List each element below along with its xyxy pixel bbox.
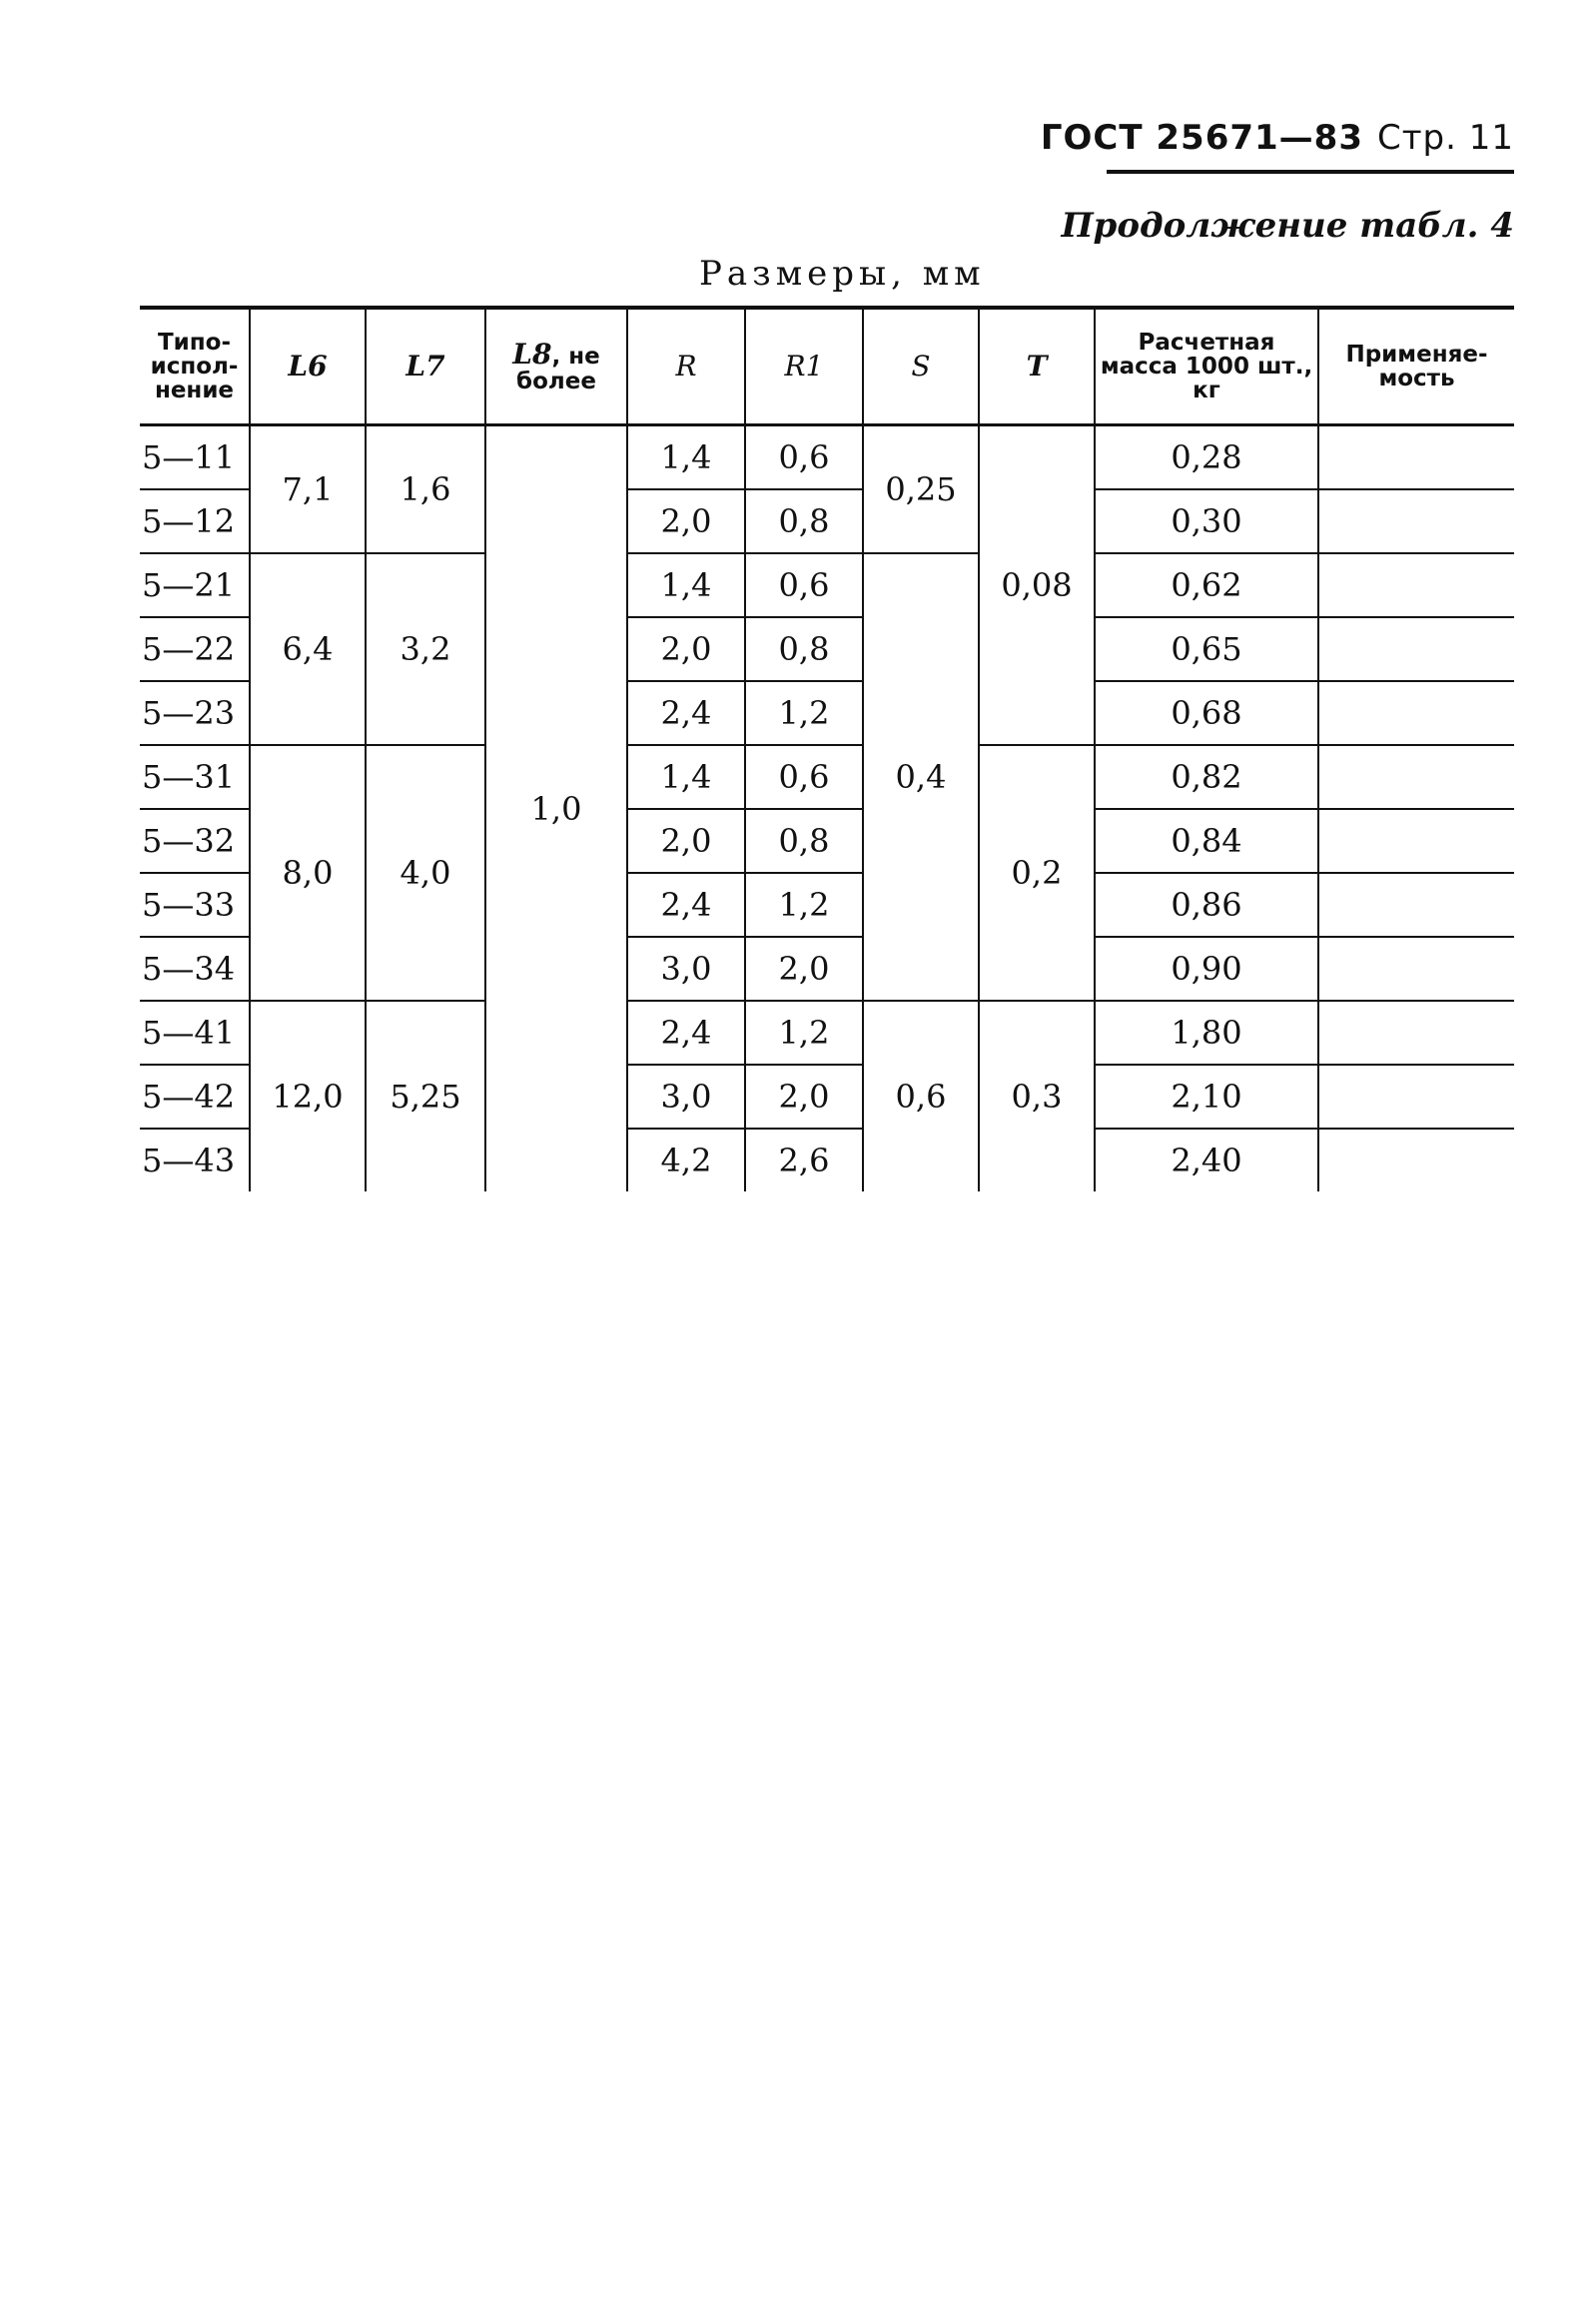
r1-value: 0,6 [745,425,863,490]
units-caption: Размеры, мм [699,254,986,294]
mass-value: 0,84 [1095,809,1318,873]
use-value [1318,1129,1514,1191]
r-value: 4,2 [627,1129,745,1191]
r-value: 2,0 [627,617,745,681]
l7-value: 4,0 [366,745,485,1001]
col-header-l6: L6 [250,308,366,425]
table-row [140,745,1514,809]
col-header-mass: Расчетная масса 1000 шт., кг [1095,308,1318,425]
col-header-r: R [627,308,745,425]
use-value [1318,809,1514,873]
page-header [1041,118,1514,158]
r-value: 2,0 [627,809,745,873]
table-row [140,553,1514,617]
col-header-r1: R1 [745,308,863,425]
col-header-t: T [979,308,1095,425]
r1-value: 1,2 [745,1001,863,1065]
page-number: Стр. 11 [1376,118,1514,158]
type-code: 5—32 [140,809,250,873]
t-value: 0,3 [979,1001,1095,1191]
r-value: 2,4 [627,681,745,745]
r1-value: 1,2 [745,873,863,937]
l7-value: 5,25 [366,1001,485,1191]
use-value [1318,745,1514,809]
t-value: 0,2 [979,745,1095,1001]
mass-value: 0,62 [1095,553,1318,617]
mass-value: 2,40 [1095,1129,1318,1191]
r-value: 2,0 [627,489,745,553]
s-value: 0,25 [863,425,979,554]
type-code: 5—41 [140,1001,250,1065]
mass-value: 0,30 [1095,489,1318,553]
l6-value: 6,4 [250,553,366,745]
r-value: 2,4 [627,873,745,937]
r1-value: 2,0 [745,1065,863,1129]
mass-value: 1,80 [1095,1001,1318,1065]
type-code: 5—34 [140,937,250,1001]
r-value: 1,4 [627,745,745,809]
r1-value: 0,8 [745,617,863,681]
type-code: 5—33 [140,873,250,937]
col-header-s: S [863,308,979,425]
use-value [1318,425,1514,490]
col-header-type: Типо- испол- нение [140,308,250,425]
l6-value: 8,0 [250,745,366,1001]
l8-value: 1,0 [485,425,627,1192]
col-header-use: Применяе- мость [1318,308,1514,425]
r-value: 3,0 [627,937,745,1001]
type-code: 5—11 [140,425,250,490]
mass-value: 0,68 [1095,681,1318,745]
mass-value: 0,28 [1095,425,1318,490]
l7-value: 1,6 [366,425,485,554]
mass-value: 0,90 [1095,937,1318,1001]
table-row [140,425,1514,490]
header-rule [1107,170,1514,174]
mass-value: 2,10 [1095,1065,1318,1129]
r1-value: 2,0 [745,937,863,1001]
r1-value: 0,6 [745,745,863,809]
r1-value: 2,6 [745,1129,863,1191]
l6-value: 7,1 [250,425,366,554]
r-value: 3,0 [627,1065,745,1129]
col-header-l7: L7 [366,308,485,425]
r-value: 2,4 [627,1001,745,1065]
type-code: 5—23 [140,681,250,745]
l6-value: 12,0 [250,1001,366,1191]
use-value [1318,1001,1514,1065]
use-value [1318,681,1514,745]
use-value [1318,553,1514,617]
use-value [1318,873,1514,937]
dimensions-table [140,306,1514,1191]
table-continuation-caption: Продолжение табл. 4 [1061,206,1514,246]
r-value: 1,4 [627,553,745,617]
t-value: 0,08 [979,425,1095,746]
r1-value: 0,8 [745,809,863,873]
type-code: 5—43 [142,1142,236,1179]
mass-value: 0,65 [1095,617,1318,681]
use-value [1318,1065,1514,1129]
r1-value: 0,8 [745,489,863,553]
r1-value: 0,6 [745,553,863,617]
s-value: 0,6 [863,1001,979,1191]
mass-value: 0,82 [1095,745,1318,809]
r-value: 1,4 [627,425,745,490]
l7-value: 3,2 [366,553,485,745]
type-code: 5—42 [140,1065,250,1129]
mass-value: 0,86 [1095,873,1318,937]
s-value: 0,4 [863,553,979,1001]
type-code: 5—12 [140,489,250,553]
use-value [1318,937,1514,1001]
standard-number: ГОСТ 25671—83 [1040,118,1363,158]
r1-value: 1,2 [745,681,863,745]
table-header-row [140,308,1514,425]
col-header-l8: L8, не более [485,308,627,425]
type-code: 5—22 [140,617,250,681]
table-row [140,1001,1514,1065]
type-code: 5—21 [140,553,250,617]
type-code: 5—31 [140,745,250,809]
use-value [1318,489,1514,553]
use-value [1318,617,1514,681]
